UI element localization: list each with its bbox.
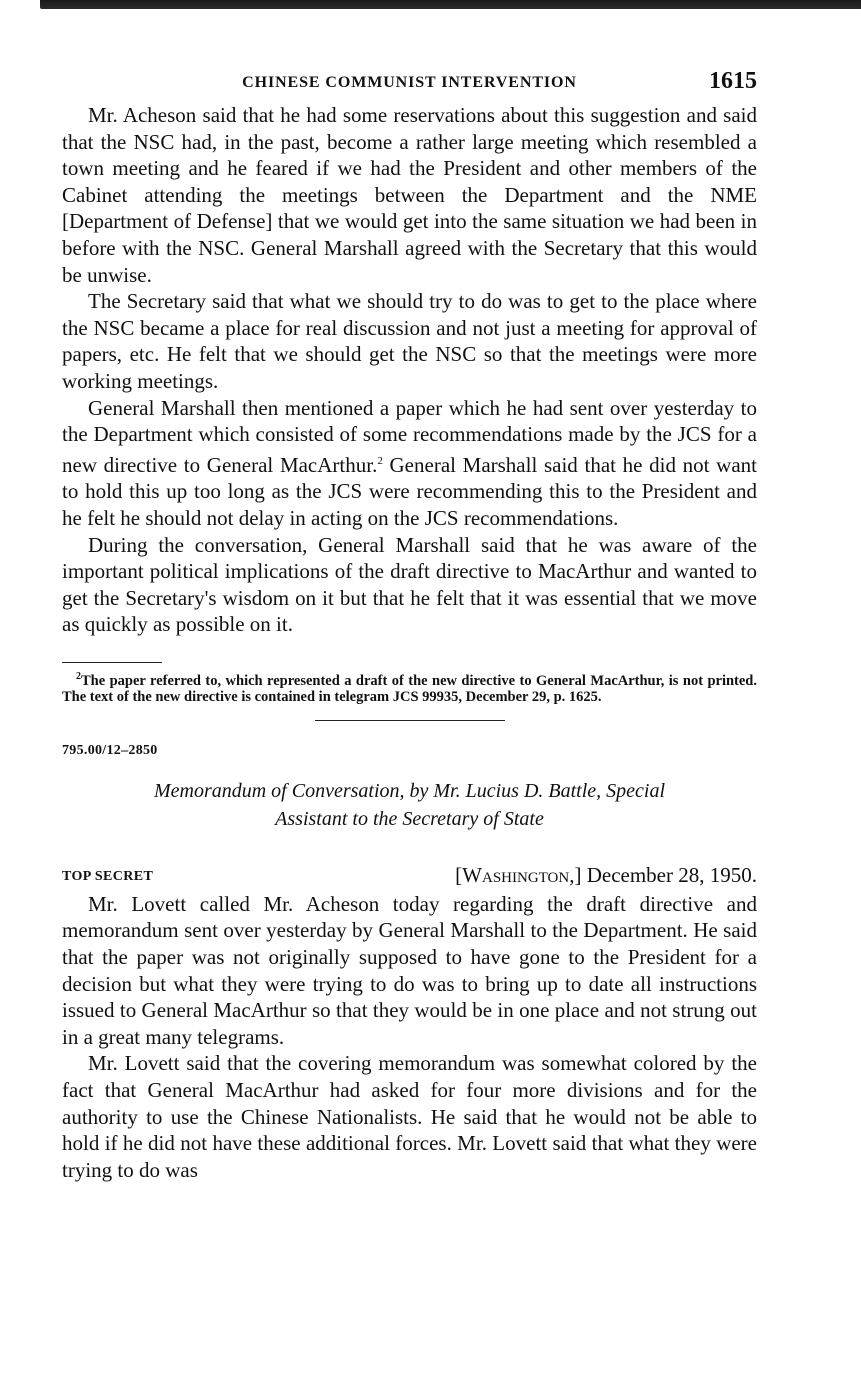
page-number: 1615 bbox=[709, 68, 757, 94]
footnote-marker: 2 bbox=[76, 671, 81, 683]
document-title-line: Assistant to the Secretary of State bbox=[275, 807, 544, 830]
page-top-edge bbox=[40, 0, 861, 9]
paragraph: Mr. Acheson said that he had some reservations about this suggestion and said that the NSC had, in the past, become a rather large meeting which resembled a town meeting and he feared if we had the President and other members of the Cabinet attending the meetings between the Department and the NME [Department of Defense] that we would get into the same situation we had been in before with the NSC. General Marshall agreed with the Secretary that this would be unwise. bbox=[62, 103, 757, 287]
place: Washington, bbox=[462, 862, 575, 887]
paragraph: Mr. Lovett said that the covering memorandum was somewhat colored by the fact that General MacArthur had asked for four more divisions and for the authority to use the Chinese Nationalists. He said that he would not be able to hold if he did not have these additional forces. Mr. Lovett said that what they were trying to do was bbox=[62, 1051, 757, 1182]
paragraph bbox=[62, 395, 757, 532]
date-place: [Washington,] December 28, 1950. bbox=[455, 862, 757, 887]
section-separator bbox=[315, 720, 505, 721]
running-head bbox=[62, 62, 757, 102]
paragraph: The Secretary said that what we should try to do was to get to the place where the NSC became a place for real discussion and not just a meeting for approval of papers, etc. He felt that we should get the NSC so that the meetings were more working meetings. bbox=[62, 289, 757, 393]
section-1-body bbox=[62, 102, 757, 638]
dateline bbox=[62, 863, 757, 891]
paragraph: During the conversation, General Marshall said that he was aware of the important political implications of the draft directive to MacArthur and wanted to get the Secretary's wisdom on it but that he felt that it was essential that we move as quickly as possible on it. bbox=[62, 532, 757, 637]
date: December 28, 1950. bbox=[586, 862, 757, 887]
document-2-body bbox=[62, 891, 757, 1184]
paragraph: Mr. Lovett called Mr. Acheson today regarding the draft directive and memorandum sent over yesterday by General Marshall to the Department. He said that the paper was not originally supposed to have gone to the President for a decision but what they were trying to do was to bring up to date all instructions issued to General MacArthur so that they would be in one place and not strung out in a great many telegrams. bbox=[62, 891, 757, 1049]
file-number: 795.00/12–2850 bbox=[62, 742, 158, 758]
footnote bbox=[62, 673, 757, 706]
paragraph-text: General Marshall then mentioned a paper which he had sent over yesterday to the Department which consisted of some recommendations made by the JCS for a new directive to General MacArthur. bbox=[62, 395, 757, 477]
classification-label: TOP SECRET bbox=[62, 868, 154, 884]
document-page bbox=[62, 62, 757, 1183]
running-title: CHINESE COMMUNIST INTERVENTION bbox=[242, 74, 577, 91]
footnote-reference[interactable]: 2 bbox=[377, 454, 383, 467]
paragraph-text: General Marshall said that he did not want to hold this up too long as the JCS were recommending this to the President and he felt he should not delay in acting on the JCS recommendations. bbox=[62, 452, 757, 530]
document-title bbox=[62, 777, 757, 833]
footnote-text: The paper referred to, which represented a draft of the new directive to General MacArthur, is not printed. The text of the new directive is contained in telegram JCS 99935, December 29, p. 1625. bbox=[62, 672, 757, 706]
footnote-rule bbox=[62, 662, 162, 663]
document-title-line: Memorandum of Conversation, by Mr. Lucius D. Battle, Special bbox=[153, 779, 666, 802]
